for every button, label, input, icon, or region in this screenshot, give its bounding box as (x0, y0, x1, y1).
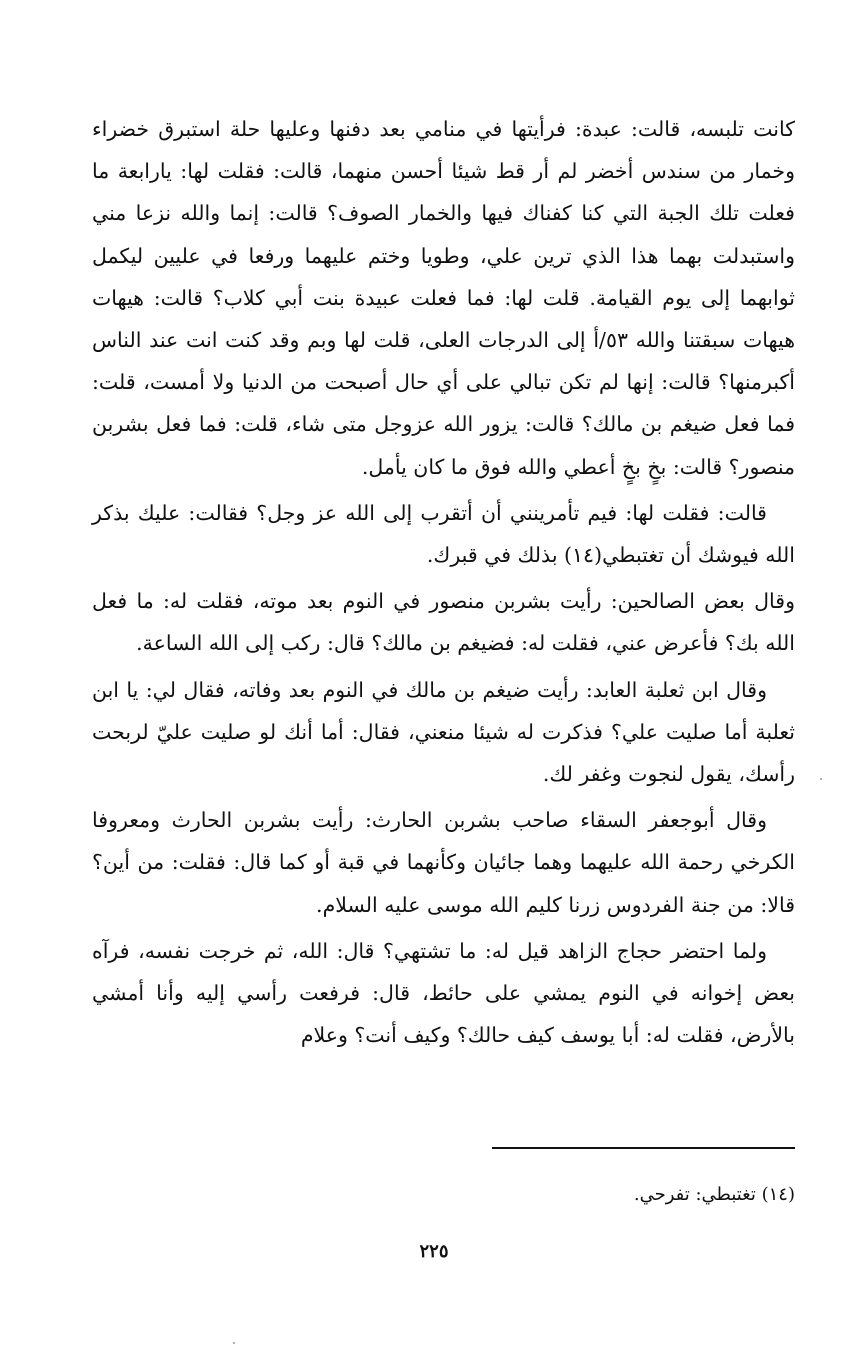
footnote: (١٤) تغتبطي: تفرحي. (633, 1184, 795, 1205)
paragraph-rabia-dream: كانت تلبسه، قالت: عبدة: فرأيتها في منامي بعد دفنها وعليها حلة استبرق خضراء وخمار من سندس أخضر لم أر قط شيئا أحسن منهما، قالت: فقلت لها: يارابعة ما فعلت تلك الجبة التي كنا كفناك فيها والخمار الصوف؟ قالت: إنما والله نزعا مني واستبدلت بهما هذا الذي ترين علي، وطويا وختم عليهما ورفعا في عليين ليكمل ثوابهما إلى يوم القيامة. قلت لها: فما فعلت عبيدة بنت أبي كلاب؟ قالت: هيهات هيهات سبقتنا والله ٥٣/أ إلى الدرجات العلى، قلت لها وبم وقد كنت انت عند الناس أكبرمنها؟ قالت: إنها لم تكن تبالي على أي حال أصبحت من الدنيا ولا أمست، قلت: فما فعل ضيغم بن مالك؟ قالت: يزور الله عزوجل متى شاء، قلت: فما فعل بشربن منصور؟ قالت: بخٍ بخٍ أعطي والله فوق ما كان يأمل. (92, 117, 796, 479)
main-text (92, 108, 795, 1056)
paragraph-abu-jafar: وقال أبوجعفر السقاء صاحب بشربن الحارث: رأيت بشربن الحارث ومعروفا الكرخي رحمة الله عليهما وهما جائيان وكأنهما في قبة أو كما قال: فقلت: من أين؟ قالا: من جنة الفردوس زرنا كليم الله موسى عليه السلام. (92, 808, 795, 917)
footnote-separator (492, 1147, 795, 1149)
page-number: ٢٢٥ (419, 1241, 449, 1262)
paragraph-bishr-mansur: وقال بعض الصالحين: رأيت بشربن منصور في النوم بعد موته، فقلت له: ما فعل الله بك؟ فأعرض عني، فقلت له: فضيغم بن مالك؟ قال: ركب إلى الله الساعة. (92, 589, 795, 656)
scan-speck (233, 1342, 235, 1344)
scan-speck (820, 778, 822, 780)
paragraph-hajjaj-zahid: ولما احتضر حجاج الزاهد قيل له: ما تشتهي؟ قال: الله، ثم خرجت نفسه، فرآه بعض إخوانه في النوم يمشي على حائط، قال: فرفعت رأسي إليه وأنا أمشي بالأرض، فقلت له: أبا يوسف كيف حالك؟ وكيف أنت؟ وعلام (92, 938, 795, 1048)
paragraph-ibn-thalaba: وقال ابن ثعلبة العابد: رأيت ضيغم بن مالك في النوم بعد وفاته، فقال لي: يا ابن ثعلبة أما صليت علي؟ فذكرت له شيئا منعني، فقال: أما أنك لو صليت عليّ لربحت رأسك، يقول لنجوت وغفر لك. (92, 677, 795, 787)
paragraph-remembrance-advice: قالت: فقلت لها: فيم تأمرينني أن أتقرب إلى الله عز وجل؟ فقالت: عليك بذكر الله فيوشك أن تغتبطي(١٤) بذلك في قبرك. (92, 500, 795, 568)
